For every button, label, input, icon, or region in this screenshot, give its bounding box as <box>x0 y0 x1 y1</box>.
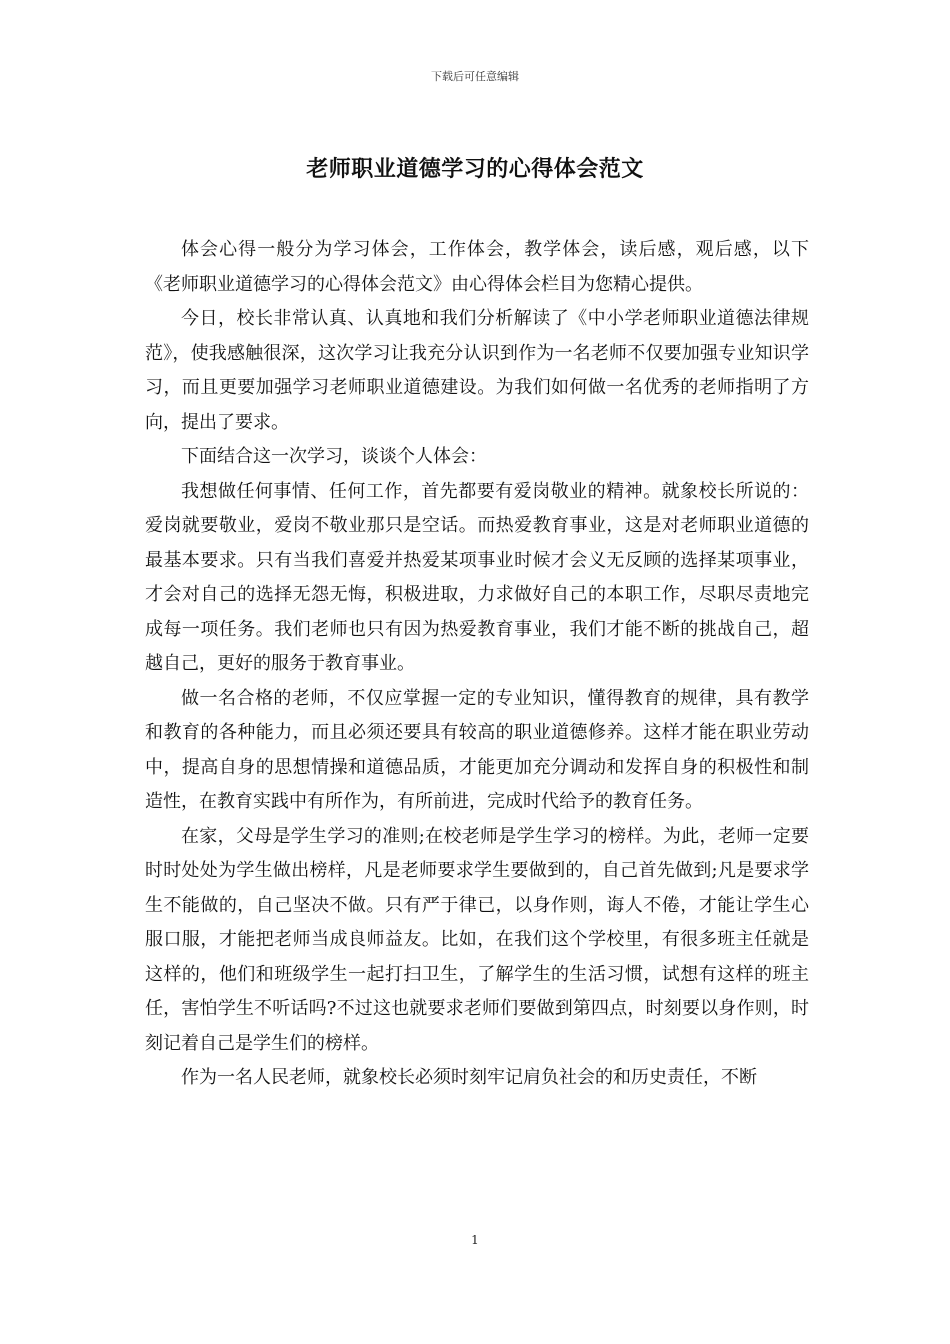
page-number: 1 <box>471 1233 479 1247</box>
paragraph-4: 我想做任何事情、任何工作，首先都要有爱岗敬业的精神。就象校长所说的：爱岗就要敬业，爱岗不敬业那只是空话。而热爱教育事业，这是对老师职业道德的最基本要求。只有当我们喜爱并热爱某项事业时候才会义无反顾的选择某项事业，才会对自己的选择无怨无悔，积极进取，力求做好自己的本职工作，尽职尽责地完成每一项任务。我们老师也只有因为热爱教育事业，我们才能不断的挑战自己，超越自己，更好的服务于教育事业。 <box>145 480 809 674</box>
document-body <box>145 233 809 1096</box>
paragraph-5: 做一名合格的老师，不仅应掌握一定的专业知识，懂得教育的规律，具有教学和教育的各种能力，而且必须还要具有较高的职业道德修养。这样才能在职业劳动中，提高自身的思想情操和道德品质，才能更加充分调动和发挥自身的积极性和制造性，在教育实践中有所作为，有所前进，完成时代给予的教育任务。 <box>145 687 809 812</box>
header-note: 下载后可任意编辑 <box>431 70 519 83</box>
paragraph-7: 作为一名人民老师，就象校长必须时刻牢记肩负社会的和历史责任，不断 <box>181 1067 757 1088</box>
paragraph-6: 在家，父母是学生学习的准则;在校老师是学生学习的榜样。为此，老师一定要时时处处为学生做出榜样，凡是老师要求学生要做到的，自己首先做到;凡是要求学生不能做的，自己坚决不做。只有严于律已，以身作则，诲人不倦，才能让学生心服口服，才能把老师当成良师益友。比如，在我们这个学校里，有很多班主任就是这样的，他们和班级学生一起打扫卫生，了解学生的生活习惯，试想有这样的班主任，害怕学生不听话吗?不过这也就要求老师们要做到第四点，时刻要以身作则，时刻记着自己是学生们的榜样。 <box>145 825 809 1054</box>
paragraph-3: 下面结合这一次学习，谈谈个人体会： <box>181 446 487 467</box>
paragraph-2: 今日，校长非常认真、认真地和我们分析解读了《中小学老师职业道德法律规范》，使我感触很深，这次学习让我充分认识到作为一名老师不仅要加强专业知识学习，而且更要加强学习老师职业道德建设。为我们如何做一名优秀的老师指明了方向，提出了要求。 <box>145 308 809 433</box>
document-title: 老师职业道德学习的心得体会范文 <box>306 156 644 182</box>
paragraph-1: 体会心得一般分为学习体会，工作体会，教学体会，读后感，观后感，以下《老师职业道德学习的心得体会范文》由心得体会栏目为您精心提供。 <box>145 239 809 295</box>
